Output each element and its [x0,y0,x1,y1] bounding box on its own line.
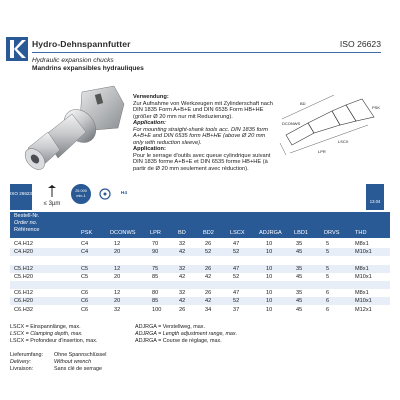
table-cell: 32 [114,306,121,313]
hardness-badge: H4 [120,191,128,196]
usage-fr-text: Pour le serrage d'outils avec queue cylindrique suivant DIN 1835 forme A+B+E et DIN 6535 forme HB+HE (à partir de Ø 20 mm seulement avec réduction). [133,152,271,172]
table-row [10,240,390,248]
table-cell: 10 [266,249,273,256]
accuracy-spec [40,184,64,208]
order-number-cell: C6.H12 [14,290,33,297]
table-cell: 52 [233,273,240,280]
brand-logo [6,37,28,61]
table-cell: M12x1 [355,306,372,313]
table-cell: 85 [152,298,159,305]
legend-adjrga [135,324,237,344]
table-cell: 85 [152,273,159,280]
table-cell: 35 [296,290,303,297]
table-cell: M10x1 [355,249,372,256]
table-cell: 10 [266,306,273,313]
table-cell: 26 [205,241,212,247]
table-row [10,265,390,273]
table-cell: 26 [205,290,212,297]
table-cell: 26 [205,265,212,272]
table-cell: M10x1 [355,298,372,305]
subtitle-en: Hydraulic expansion chucks [32,57,114,64]
standard-label: ISO 26623 [339,39,381,49]
table-cell: 5 [326,241,330,247]
drawing-label-psk: PSK [372,105,381,110]
table-cell: 32 [179,265,186,272]
order-number-cell: C5.H12 [14,265,33,272]
usage-de-heading: Verwendung: [133,94,169,100]
legend-lscx [10,324,97,344]
col-bd2: BD2 [203,230,214,236]
table-row [10,306,390,314]
delivery-en-value: Without wrench [54,358,92,365]
table-cell: 70 [152,241,159,247]
table-cell: 42 [179,273,186,280]
drawing-label-bd: BD [300,101,306,106]
table-cell: 12 [114,290,121,297]
table-cell: 47 [233,265,240,272]
order-number-cell: C4.H12 [14,241,33,247]
accuracy-value: ≤ 3µm [43,201,61,207]
table-cell: 52 [233,249,240,256]
delivery-de-key: Lieferumfang: [10,352,43,358]
table-cell: C6 [81,290,89,297]
page-title: Hydro-Dehnspannfutter [32,39,131,49]
rpm-badge: 25.000 min-1 [71,184,91,204]
order-number-cell: C6.H20 [14,298,33,305]
table-row [10,256,390,264]
table-cell: 5 [326,273,330,280]
table-cell: 10 [266,241,273,247]
table-cell: 20 [114,273,121,280]
table-header [10,212,390,238]
usage-de-text: Zur Aufnahme von Werkzeugen mit Zylinderschaft nach DIN 1835 Form A+B+E und DIN 6535 Form HB+HE (größer Ø 20 mm nur mit Reduzierung). [133,100,273,120]
balance-icon [98,184,112,209]
table-cell: 100 [152,306,162,313]
col-drvs: DRVS [324,230,340,236]
table-cell: 20 [114,249,121,256]
header-label-fr: Référence [14,227,40,233]
table-cell: 42 [179,249,186,256]
delivery-de-value: Ohne Spannschlüssel [54,352,107,358]
table-cell: C4 [81,249,89,256]
delivery-fr-key: Livraison: [10,365,34,372]
table-row [10,281,390,289]
table-cell: 5 [326,265,330,272]
table-cell: 6 [326,306,330,313]
table-cell: C6 [81,298,89,305]
table-cell: 75 [152,265,159,272]
table-cell: 37 [233,306,240,313]
header-label-de: Bestell-Nr. [14,213,40,219]
usage-en-heading: Application: [133,120,166,126]
table-cell: 10 [266,265,273,272]
order-number-cell: C4.H20 [14,249,33,256]
table-cell: C5 [81,273,89,280]
legend-adj-fr: ADJRGA = Course de réglage, max. [135,337,222,344]
table-cell: 10 [266,290,273,297]
table-cell: 10 [266,273,273,280]
table-cell: 34 [205,306,212,313]
table-cell: 47 [233,241,240,247]
table-cell: 32 [179,241,186,247]
table-cell: 20 [114,298,121,305]
col-adjrga: ADJRGA [259,230,282,236]
col-dconws: DCONWS [110,230,136,236]
table-cell: 45 [296,273,303,280]
table-cell: 12 [114,241,121,247]
table-cell: 35 [296,241,303,247]
legend-lscx-en: LSCX = Clamping depth, max. [10,330,83,337]
legend-lscx-de: LSCX = Einspannlänge, max. [10,324,81,330]
table-cell: 5 [326,249,330,256]
drawing-label-dconws: DCONWS [282,121,301,126]
table-cell: 42 [205,273,212,280]
col-psk: PSK [81,230,93,236]
table-cell: 45 [296,249,303,256]
table-cell: 26 [179,306,186,313]
col-lscx: LSCX [230,230,245,236]
table-cell: 52 [233,298,240,305]
table-cell: 42 [205,298,212,305]
delivery-info [10,352,106,372]
product-photo [14,84,126,184]
drawing-label-lpr: LPR [318,149,326,154]
header-label-en: Order no. [14,220,38,226]
table-cell: 80 [152,290,159,297]
usage-text-block [133,94,275,172]
table-cell: 45 [296,298,303,305]
table-cell: 45 [296,306,303,313]
table-cell: 35 [296,265,303,272]
subtitle-fr: Mandrins expansibles hydrauliques [32,65,144,72]
legend-lscx-fr: LSCX = Profondeur d'insertion, max. [10,337,98,344]
table-cell: M10x1 [355,273,372,280]
table-cell: 47 [233,290,240,297]
table-row [10,297,390,305]
col-thd: THD [355,230,367,236]
delivery-fr-value: Sans clé de serrage [54,365,102,372]
col-bd: BD [178,230,186,236]
table-cell: 90 [152,249,159,256]
table-cell: C5 [81,265,89,272]
table-cell: 10 [266,298,273,305]
table-row [10,289,390,297]
table-cell: 6 [326,298,330,305]
order-number-cell: C5.H20 [14,273,33,280]
iso-badge: ISO 26623 [10,184,32,210]
legend-adj-de: ADJRGA = Verstellweg, max. [135,324,205,330]
runout-icon [45,184,59,198]
table-cell: 52 [205,249,212,256]
col-lpr: LPR [150,230,161,236]
col-lbd1: LBD1 [294,230,308,236]
table-cell: M8x1 [355,241,369,247]
header-divider [32,52,381,53]
usage-en-text: For mounting straight-shank tools acc. DIN 1835 form A+B+E and DIN 6535 form HB+HE (above Ø 20 mm only with reduction sleeve). [133,126,268,146]
table-cell: 32 [179,290,186,297]
technical-drawing [278,95,386,165]
catalog-badge: 13.04 [366,184,384,210]
table-cell: M8x1 [355,265,369,272]
usage-fr-heading: Application: [133,146,166,152]
spec-icon-row [10,184,390,210]
table-cell: C6 [81,306,89,313]
delivery-en-key: Delivery: [10,358,31,365]
k-logo-icon [6,37,28,61]
table-row [10,273,390,281]
table-cell: 6 [326,290,330,297]
table-cell: M8x1 [355,290,369,297]
order-number-cell: C6.H32 [14,306,33,313]
table-cell: C4 [81,241,89,247]
drawing-label-lscx: LSCX [338,139,349,144]
table-row [10,248,390,256]
table-cell: 42 [179,298,186,305]
table-cell: 12 [114,265,121,272]
legend-adj-en: ADJRGA = Length adjustment range, max. [135,330,238,337]
